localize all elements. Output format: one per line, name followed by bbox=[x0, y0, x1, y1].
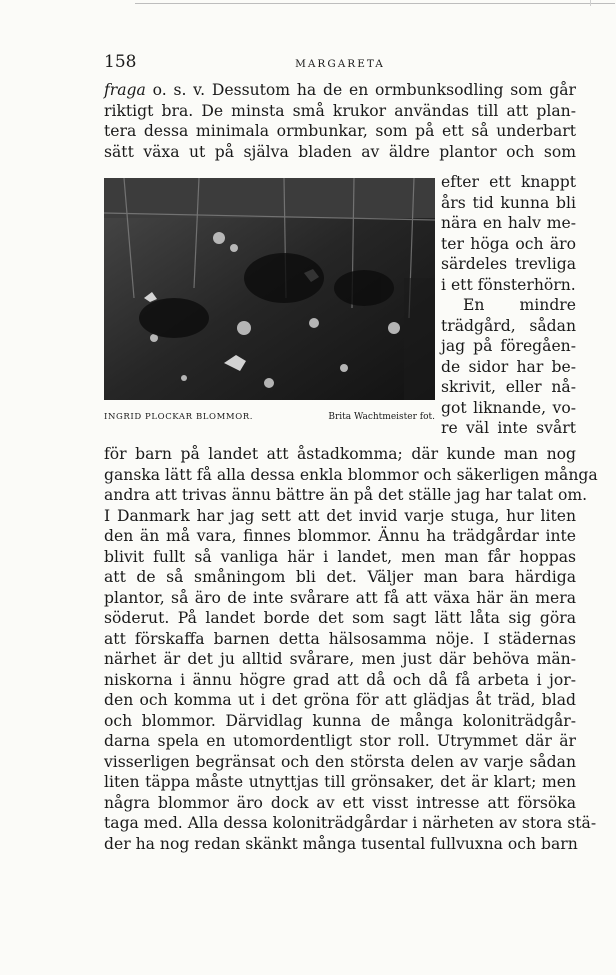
italic-word: fraga bbox=[104, 81, 146, 99]
text-line: att de så småningom bli det. Väljer man bara härdiga bbox=[104, 568, 576, 586]
text-wrap-column bbox=[441, 172, 576, 439]
garden-photo-image bbox=[104, 178, 435, 400]
text-line: års tid kunna bli bbox=[441, 193, 576, 212]
text-line: trädgård, sådan bbox=[441, 316, 576, 335]
text-line: liten täppa måste utnyttjas till grönsaker, det är klart; men bbox=[104, 773, 576, 791]
top-edge-rule bbox=[135, 3, 615, 4]
text-line: der ha nog redan skänkt många tusental fullvuxna och barn bbox=[104, 834, 578, 853]
text-line: i ett fönsterhörn. bbox=[441, 275, 576, 294]
text-line: söderut. På landet borde det som sagt lätt låta sig göra bbox=[104, 609, 576, 627]
page-header bbox=[104, 52, 576, 78]
text-line: särdeles trevliga bbox=[441, 255, 576, 273]
text-line: den än må vara, finnes blommor. Ännu ha trädgårdar inte bbox=[104, 527, 576, 545]
text-line: tera dessa minimala ormbunkar, som på ett så underbart bbox=[104, 122, 576, 140]
text-line: den och komma ut i det gröna för att glädjas åt träd, blad bbox=[104, 691, 576, 709]
text-line: taga med. Alla dessa koloniträdgårdar i närheten av stora stä- bbox=[104, 814, 597, 832]
text-line: att förskaffa barnen detta hälsosamma nöje. I städernas bbox=[104, 629, 576, 648]
garden-photo bbox=[104, 178, 435, 400]
text-line: och blommor. Därvidlag kunna de många koloniträdgår- bbox=[104, 711, 576, 730]
photo-figure bbox=[104, 178, 435, 422]
text-bottom bbox=[104, 444, 598, 854]
text-line: niskorna i ännu högre grad att då och då få arbeta i jor- bbox=[104, 670, 576, 689]
running-head: MARGARETA bbox=[295, 58, 385, 70]
text-line: darna spela en utomordentligt stor roll. Utrymmet där är bbox=[104, 732, 576, 750]
text-line-rest: o. s. v. Dessutom ha de en ormbunksodling som går bbox=[152, 81, 576, 99]
text-line: skrivit, eller nå- bbox=[441, 378, 576, 396]
text-line: re väl inte svårt bbox=[441, 419, 576, 437]
text-line: ter höga och äro bbox=[441, 234, 576, 253]
text-line: för barn på landet att åstadkomma; där kunde man nog bbox=[104, 445, 576, 463]
text-line: ganska lätt få alla dessa enkla blommor och säkerligen många bbox=[104, 465, 598, 484]
text-line: plantor, så äro de inte svårare att få att växa här än mera bbox=[104, 588, 576, 607]
text-line: närhet är det ju alltid svårare, men just där behöva män- bbox=[104, 650, 576, 668]
caption-credit: Brita Wachtmeister fot. bbox=[328, 412, 435, 422]
text-line: visserligen begränsat och den största delen av varje sådan bbox=[104, 752, 576, 771]
text-top bbox=[104, 80, 576, 162]
text-line: några blommor äro dock av ett visst intresse att försöka bbox=[104, 793, 576, 812]
text-line bbox=[104, 80, 576, 101]
top-edge-mark bbox=[590, 0, 591, 6]
text-line: nära en halv me- bbox=[441, 214, 576, 232]
caption-title: INGRID PLOCKAR BLOMMOR. bbox=[104, 412, 254, 422]
text-line: de sidor har be- bbox=[441, 357, 576, 376]
text-line: andra att trivas ännu bättre än på det ställe jag har talat om. bbox=[104, 486, 588, 504]
text-line: got liknande, vo- bbox=[441, 398, 576, 417]
text-line: efter ett knappt bbox=[441, 173, 576, 191]
text-line: En mindre bbox=[463, 296, 576, 314]
text-line: blivit fullt så vanliga här i landet, men man får hoppas bbox=[104, 547, 576, 566]
text-line: jag på föregåen- bbox=[441, 337, 576, 355]
text-line: riktigt bra. De minsta små krukor användas till att plan- bbox=[104, 101, 576, 120]
page-number: 158 bbox=[104, 52, 137, 72]
text-line: I Danmark har jag sett att det invid varje stuga, hur liten bbox=[104, 506, 576, 525]
text-line: sätt växa ut på själva bladen av äldre plantor och som bbox=[104, 142, 576, 161]
